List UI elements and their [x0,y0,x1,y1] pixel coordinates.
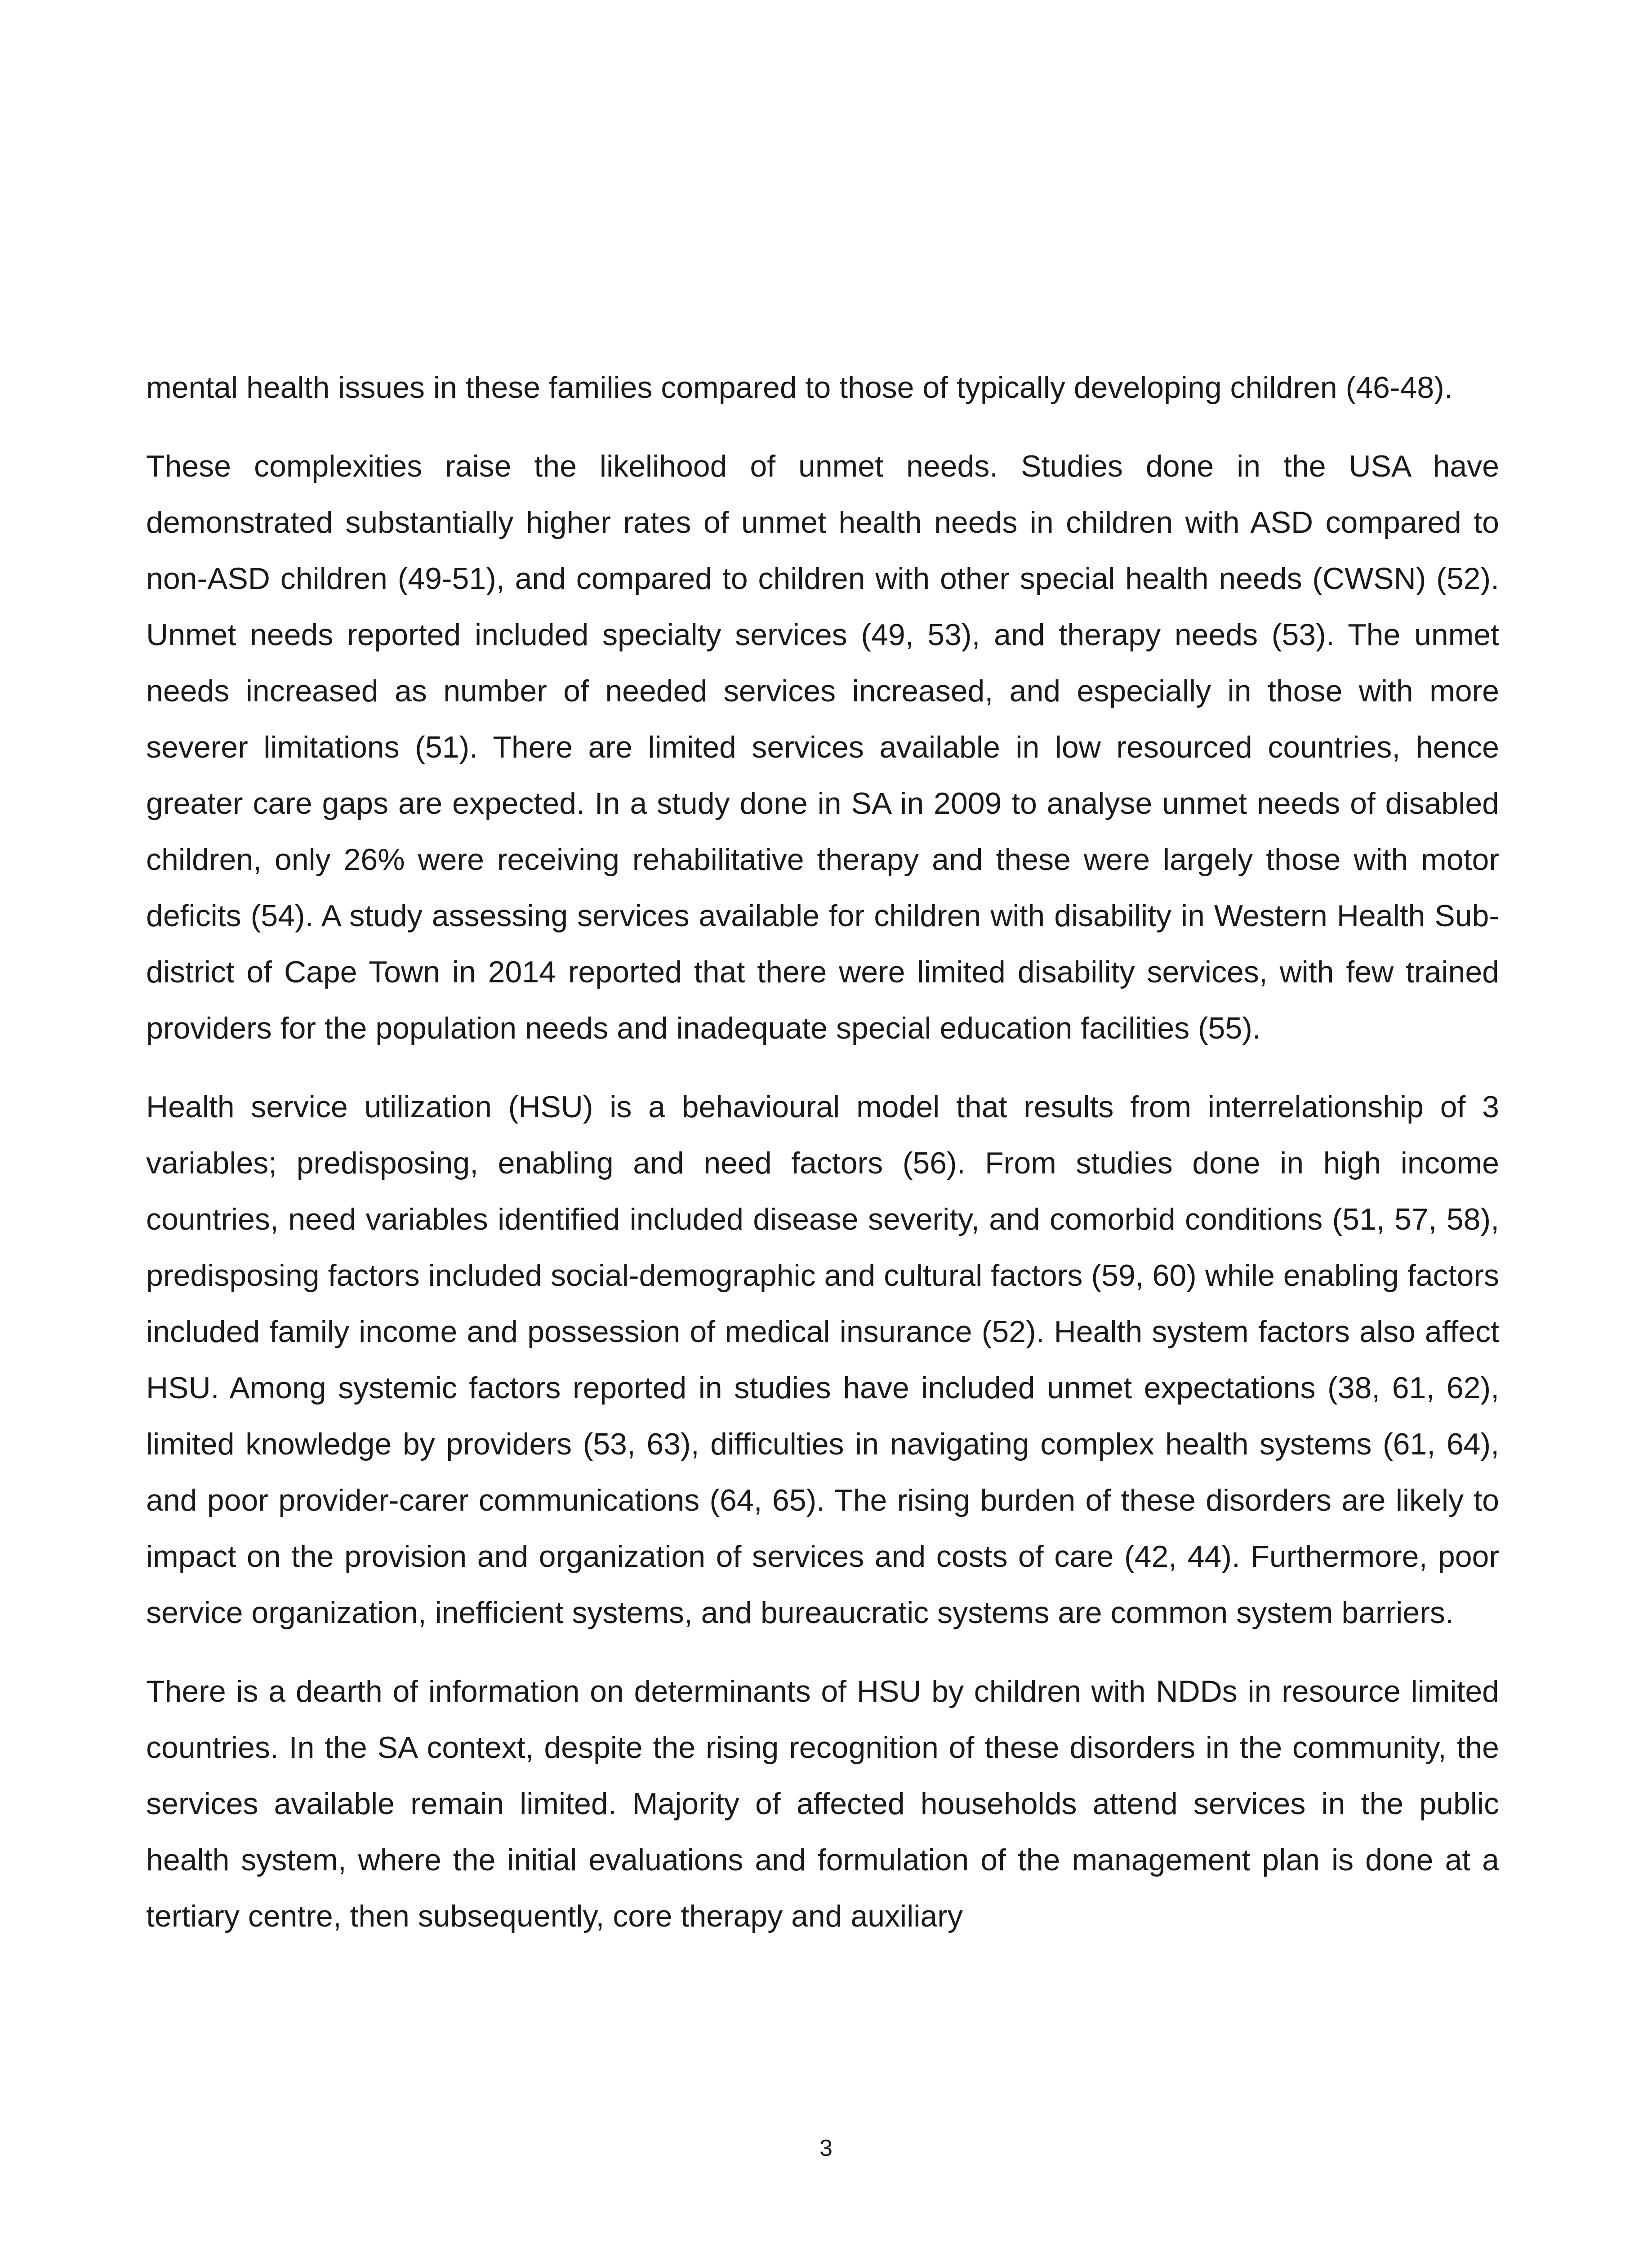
paragraph-health-service-utilization: Health service utilization (HSU) is a behavioural model that results from interrelationship of 3 variables; predisposing, enabling and need factors (56). From studies done in high income countries, need variables identified included disease severity, and comorbid conditions (51, 57, 58), predisposing factors included social-demographic and cultural factors (59, 60) while enabling factors included family income and possession of medical insurance (52). Health system factors also affect HSU. Among systemic factors reported in studies have included unmet expectations (38, 61, 62), limited knowledge by providers (53, 63), difficulties in navigating complex health systems (61, 64), and poor provider-carer communications (64, 65). The rising burden of these disorders are likely to impact on the provision and organization of services and costs of care (42, 44). Furthermore, poor service organization, inefficient systems, and bureaucratic systems are common system barriers. [146,1090,1499,1630]
paragraph-continuation: mental health issues in these families compared to those of typically developing children (46-48). [146,370,1453,405]
page-number: 3 [819,2135,833,2161]
paragraph-dearth-of-information: There is a dearth of information on determinants of HSU by children with NDDs in resource limited countries. In the SA context, despite the rising recognition of these disorders in the community, the services available remain limited. Majority of affected households attend services in the public health system, where the initial evaluations and formulation of the management plan is done at a tertiary centre, then subsequently, core therapy and auxiliary [146,1674,1499,1933]
paragraph-unmet-needs: These complexities raise the likelihood of unmet needs. Studies done in the USA have demonstrated substantially higher rates of unmet health needs in children with ASD compared to non-ASD children (49-51), and compared to children with other special health needs (CWSN) (52). Unmet needs reported included specialty services (49, 53), and therapy needs (53). The unmet needs increased as number of needed services increased, and especially in those with more severer limitations (51). There are limited services available in low resourced countries, hence greater care gaps are expected. In a study done in SA in 2009 to analyse unmet needs of disabled children, only 26% were receiving rehabilitative therapy and these were largely those with motor deficits (54). A study assessing services available for children with disability in Western Health Sub-district of Cape Town in 2014 reported that there were limited disability services, with few trained providers for the population needs and inadequate special education facilities (55). [146,449,1499,1045]
body-text [146,360,1499,1967]
